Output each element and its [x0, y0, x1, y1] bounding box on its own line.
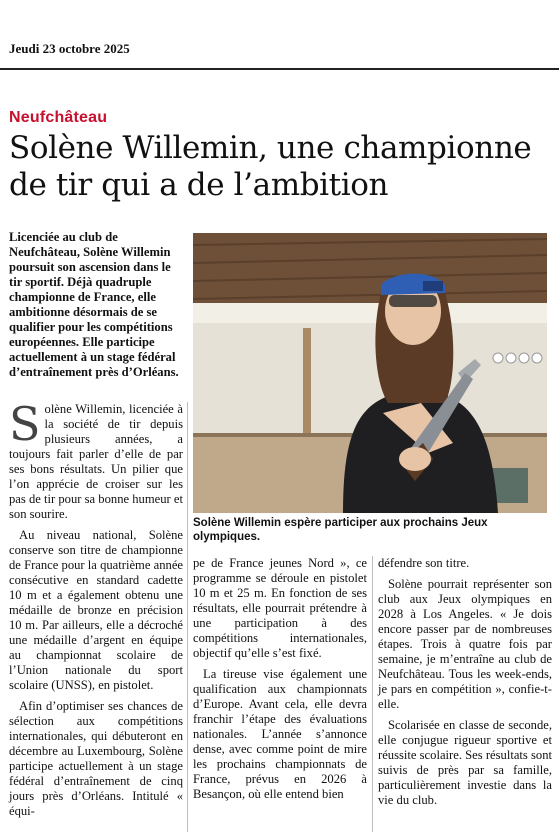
article-photo	[193, 233, 547, 513]
column-divider	[372, 556, 373, 832]
body-paragraph: La tireuse vise également une qualification aux championnats d’Europe. Avant cela, elle devra franchir l’étape des évaluations nationales. L’année s’annonce dense, avec comme point de mire les prochains championnats de France, prévus en 2026 à Besançon, où elle entend bien	[193, 667, 367, 801]
body-paragraph: Scolarisée en classe de seconde, elle conjugue rigueur sportive et réussite scolaire. Ses résultats sont suivis de près par sa famille, particulièrement investie dans la vie du club.	[378, 718, 552, 807]
dropcap: S	[9, 397, 41, 451]
shooter-photo-illustration	[193, 233, 547, 513]
photo-caption: Solène Willemin espère participer aux prochains Jeux olympiques.	[193, 517, 488, 543]
paragraph-text: olène Willemin, licenciée à la société de tir depuis plusieurs années, a toujours fait parler d’elle de par ses bons résultats. Un pilier que l’on apprécie de croiser sur les pas de tir pour sa bonne humeur et son sourire.	[9, 402, 183, 521]
article-title: Solène Willemin, une championne de tir qui a de l’ambition	[9, 130, 532, 203]
lead-text: Licenciée au club de Neufchâteau, Solène Willemin poursuit son ascension dans le tir sportif. Déjà quadruple championne de France, elle ambitionne désormais de se qualifier pour les compétitions européennes. Elle participe actuellement à un stage fédéral d’entraînement près d’Orléans.	[9, 230, 179, 379]
body-column-2	[193, 556, 367, 808]
body-paragraph: défendre son titre.	[378, 556, 470, 570]
section-label: Neufchâteau	[9, 109, 108, 126]
body-paragraph	[9, 397, 183, 522]
body-paragraph: Au niveau national, Solène conserve son titre de championne de France pour la quatrième année consécutive en standard cadette 10 m et a également obtenu une médaille de bronze en précision 10 m. Par ailleurs, elle a décroché une médaille d’argent en équipe au championnat scolaire de l’Union nationale du sport scolaire (UNSS), en pistolet.	[9, 528, 183, 692]
edition-date: Jeudi 23 octobre 2025	[9, 41, 130, 56]
body-column-1	[9, 397, 183, 825]
body-paragraph: pe de France jeunes Nord », ce programme se déroule en pistolet 10 m et 25 m. En fonction de ses résultats, elle pourrait prétendre à une participation à des compétitions internationales, objectif qu’elle s’est fixé.	[193, 556, 367, 660]
article-lead	[9, 230, 183, 380]
header-rule	[0, 68, 559, 70]
body-paragraph: Afin d’optimiser ses chances de sélection aux compétitions internationales, qui débuteront en décembre au Luxembourg, Solène participe actuellement à un stage fédéral d’entraînement de cinq jours près d’Orléans. Intitulé « équi-	[9, 699, 183, 818]
column-divider	[187, 402, 188, 832]
body-paragraph: Solène pourrait représenter son club aux Jeux olympiques en 2028 à Los Angeles. « Je dois encore passer par de nombreuses étapes. Trois à quatre fois par semaine, je m’entraîne au club de Neufchâteau. Tous les week-ends, je pars en compétition », confie-t-elle.	[378, 577, 552, 711]
body-column-3	[378, 556, 552, 814]
